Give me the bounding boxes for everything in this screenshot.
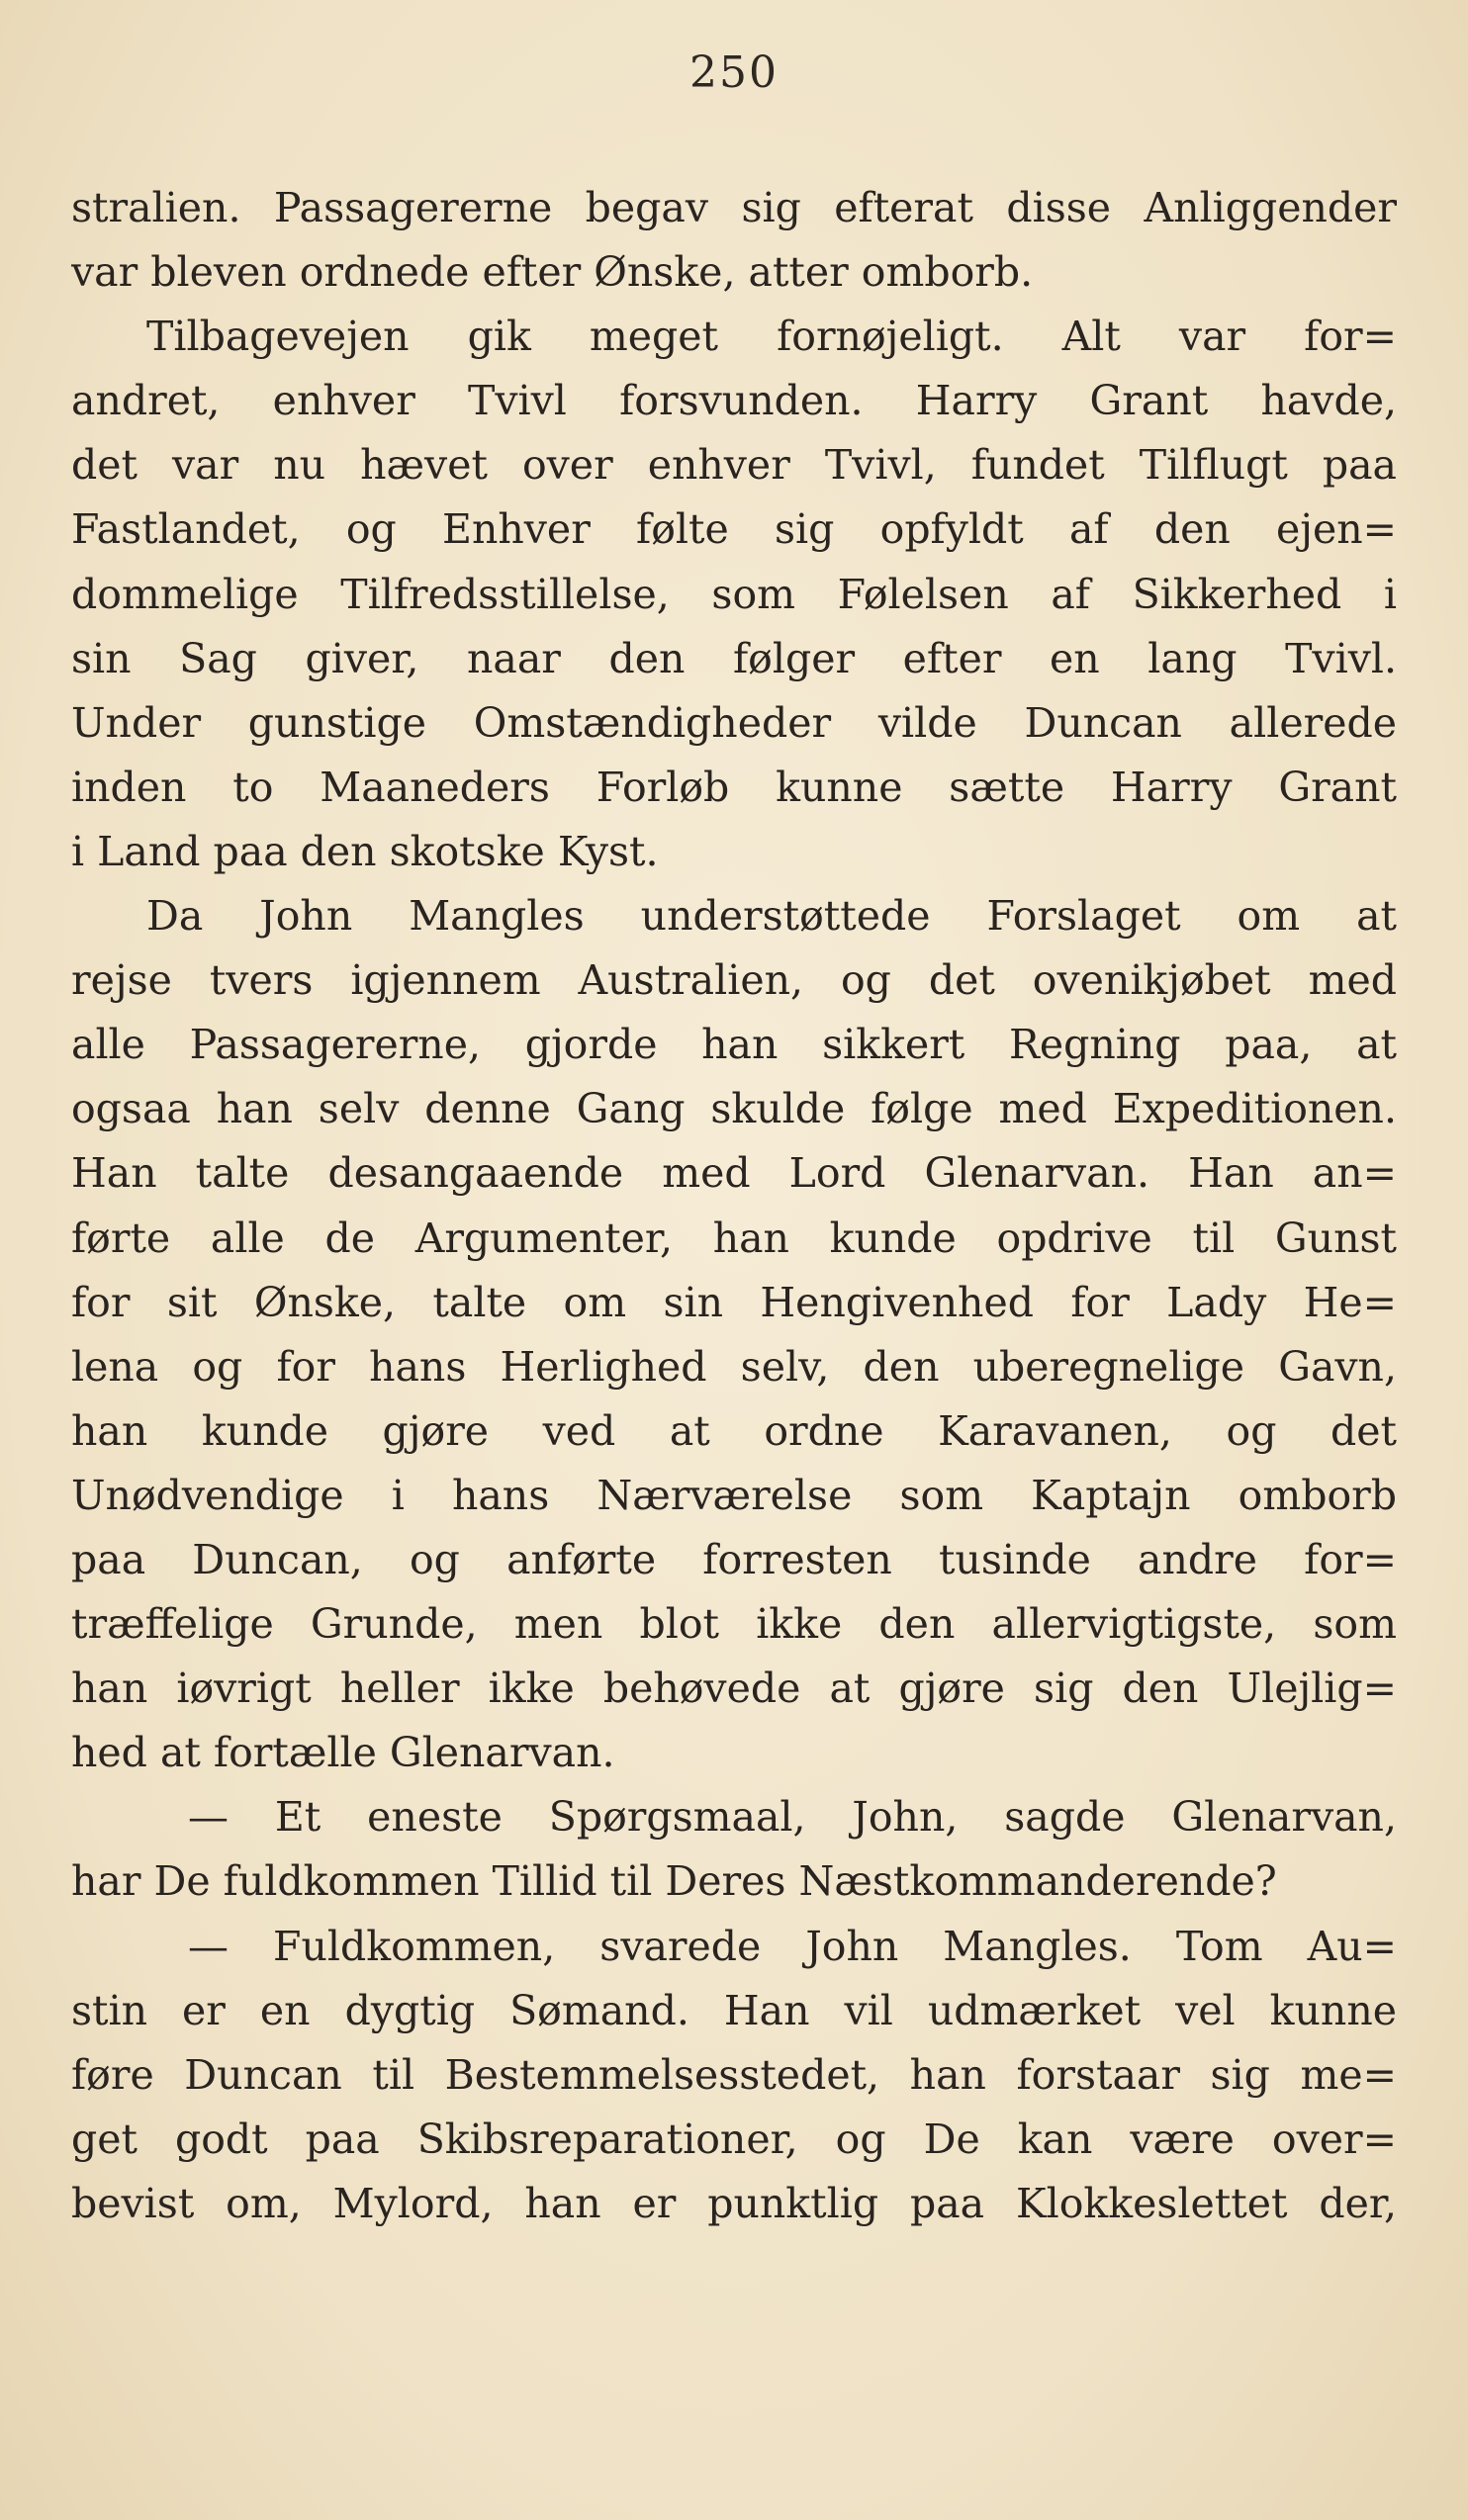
text-line: Han talte desangaaende med Lord Glenarvan. Han an= (71, 1149, 1397, 1198)
text-line: stralien. Passagererne begav sig efterat disse Anliggender (71, 184, 1397, 231)
text-line: — Et eneste Spørgsmaal, John, sagde Glenarvan, (188, 1793, 1397, 1842)
text-line: for sit Ønske, talte om sin Hengivenhed for Lady He= (71, 1278, 1397, 1326)
text-line: Da John Mangles understøttede Forslaget om at (146, 892, 1397, 941)
text-line: i Land paa den skotske Kyst. (71, 827, 659, 875)
page-number: 250 (689, 47, 779, 98)
text-line: andret, enhver Tvivl forsvunden. Harry Grant havde, (71, 377, 1397, 425)
text-line: han kunde gjøre ved at ordne Karavanen, og det (71, 1406, 1397, 1455)
text-line: — Fuldkommen, svarede John Mangles. Tom Au= (188, 1922, 1397, 1970)
text-line: hed at fortælle Glenarvan. (71, 1729, 615, 1777)
text-line: Under gunstige Omstændigheder vilde Duncan allerede (71, 698, 1397, 747)
text-line: var bleven ordnede efter Ønske, atter omborb. (71, 248, 1034, 297)
text-line: førte alle de Argumenter, han kunde opdrive til Gunst (71, 1214, 1397, 1262)
text-line: Unødvendige i hans Nærværelse som Kaptajn omborb (71, 1471, 1397, 1519)
body-text (71, 176, 1397, 2236)
text-line: rejse tvers igjennem Australien, og det ovenikjøbet med (71, 956, 1397, 1005)
text-line: lena og for hans Herlighed selv, den uberegnelige Gavn, (71, 1342, 1397, 1391)
text-line: get godt paa Skibsreparationer, og De kan være over= (71, 2115, 1397, 2163)
text-line: alle Passagererne, gjorde han sikkert Regning paa, at (71, 1021, 1397, 1069)
text-line: paa Duncan, og anførte forresten tusinde andre for= (71, 1535, 1397, 1583)
text-line: dommelige Tilfredsstillelse, som Følelsen af Sikkerhed i (71, 570, 1397, 618)
text-line: Fastlandet, og Enhver følte sig opfyldt af den ejen= (71, 505, 1397, 554)
text-line: føre Duncan til Bestemmelsesstedet, han forstaar sig me= (71, 2050, 1397, 2099)
text-line: inden to Maaneders Forløb kunne sætte Harry Grant (71, 763, 1397, 811)
text-line: Tilbagevejen gik meget fornøjeligt. Alt var for= (146, 313, 1397, 361)
text-line: træffelige Grunde, men blot ikke den allervigtigste, som (71, 1600, 1397, 1649)
text-line: sin Sag giver, naar den følger efter en lang Tvivl. (71, 634, 1397, 682)
text-line: han iøvrigt heller ikke behøvede at gjøre sig den Ulejlig= (71, 1665, 1397, 1713)
text-line: har De fuldkommen Tillid til Deres Næstkommanderende? (71, 1857, 1277, 1906)
text-line: stin er en dygtig Sømand. Han vil udmærket vel kunne (71, 1986, 1397, 2034)
text-line: ogsaa han selv denne Gang skulde følge med Expeditionen. (71, 1085, 1397, 1133)
text-line: det var nu hævet over enhver Tvivl, fundet Tilflugt paa (71, 441, 1397, 490)
text-line: bevist om, Mylord, han er punktlig paa Klokkeslettet der, (71, 2179, 1397, 2227)
